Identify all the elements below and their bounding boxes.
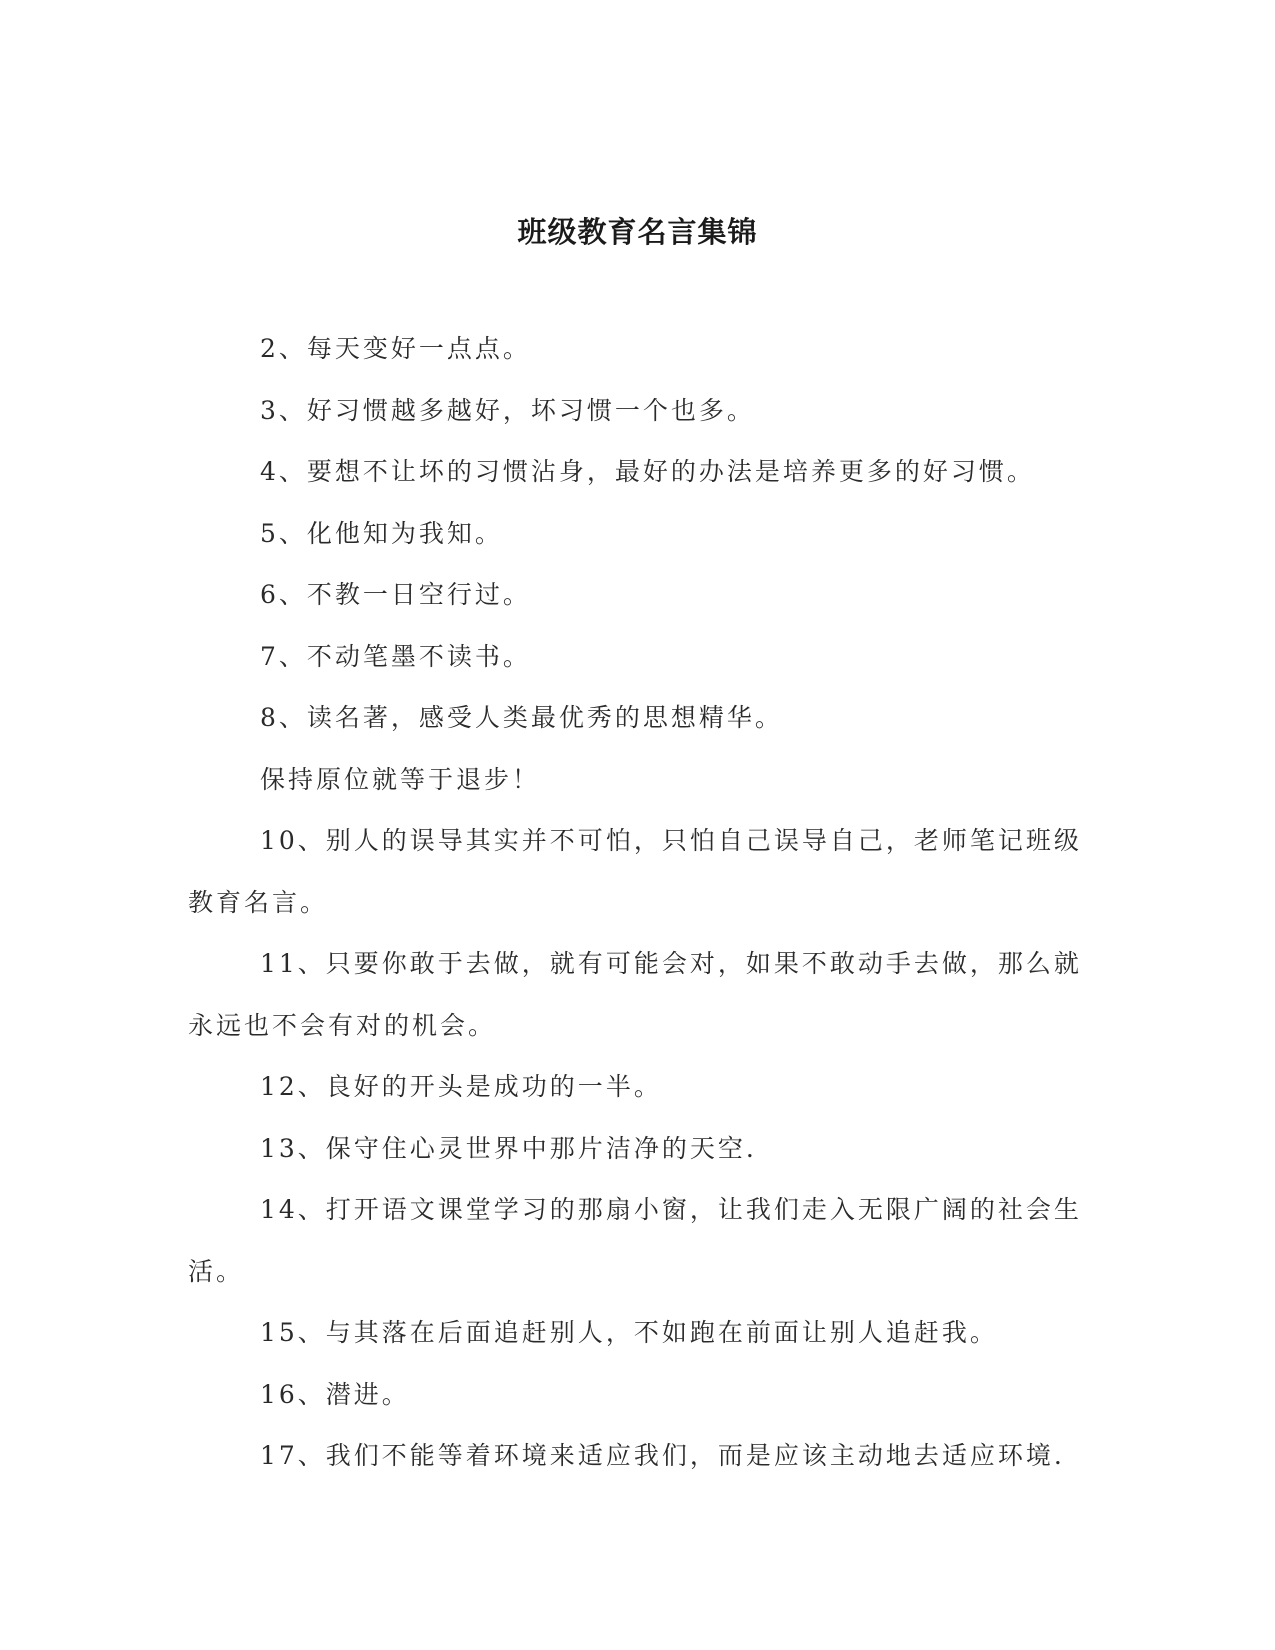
paragraph: 4、要想不让坏的习惯沾身，最好的办法是培养更多的好习惯。	[260, 457, 1035, 486]
paragraph: 13、保守住心灵世界中那片洁净的天空.	[260, 1133, 757, 1163]
document-body	[188, 318, 1088, 1487]
paragraph: 17、我们不能等着环境来适应我们，而是应该主动地去适应环境.	[260, 1441, 1065, 1470]
paragraph: 保持原位就等于退步！	[260, 764, 541, 794]
paragraph: 10、别人的误导其实并不可怕，只怕自己误导自己，老师笔记班级教育名言。	[188, 826, 1082, 917]
paragraph: 8、读名著，感受人类最优秀的思想精华。	[260, 703, 783, 732]
document-title: 班级教育名言集锦	[517, 215, 758, 249]
paragraph: 12、良好的开头是成功的一半。	[260, 1072, 662, 1101]
paragraph: 16、潜进。	[260, 1379, 410, 1409]
paragraph: 14、打开语文课堂学习的那扇小窗，让我们走入无限广阔的社会生活。	[188, 1195, 1082, 1286]
paragraph: 3、好习惯越多越好，坏习惯一个也多。	[260, 395, 755, 425]
paragraph: 7、不动笔墨不读书。	[260, 641, 531, 671]
paragraph: 2、每天变好一点点。	[260, 334, 531, 363]
paragraph: 11、只要你敢于去做，就有可能会对，如果不敢动手去做，那么就永远也不会有对的机会。	[188, 949, 1082, 1040]
paragraph: 5、化他知为我知。	[260, 518, 503, 548]
paragraph: 15、与其落在后面追赶别人，不如跑在前面让别人追赶我。	[260, 1318, 998, 1347]
paragraph: 6、不教一日空行过。	[260, 580, 531, 609]
